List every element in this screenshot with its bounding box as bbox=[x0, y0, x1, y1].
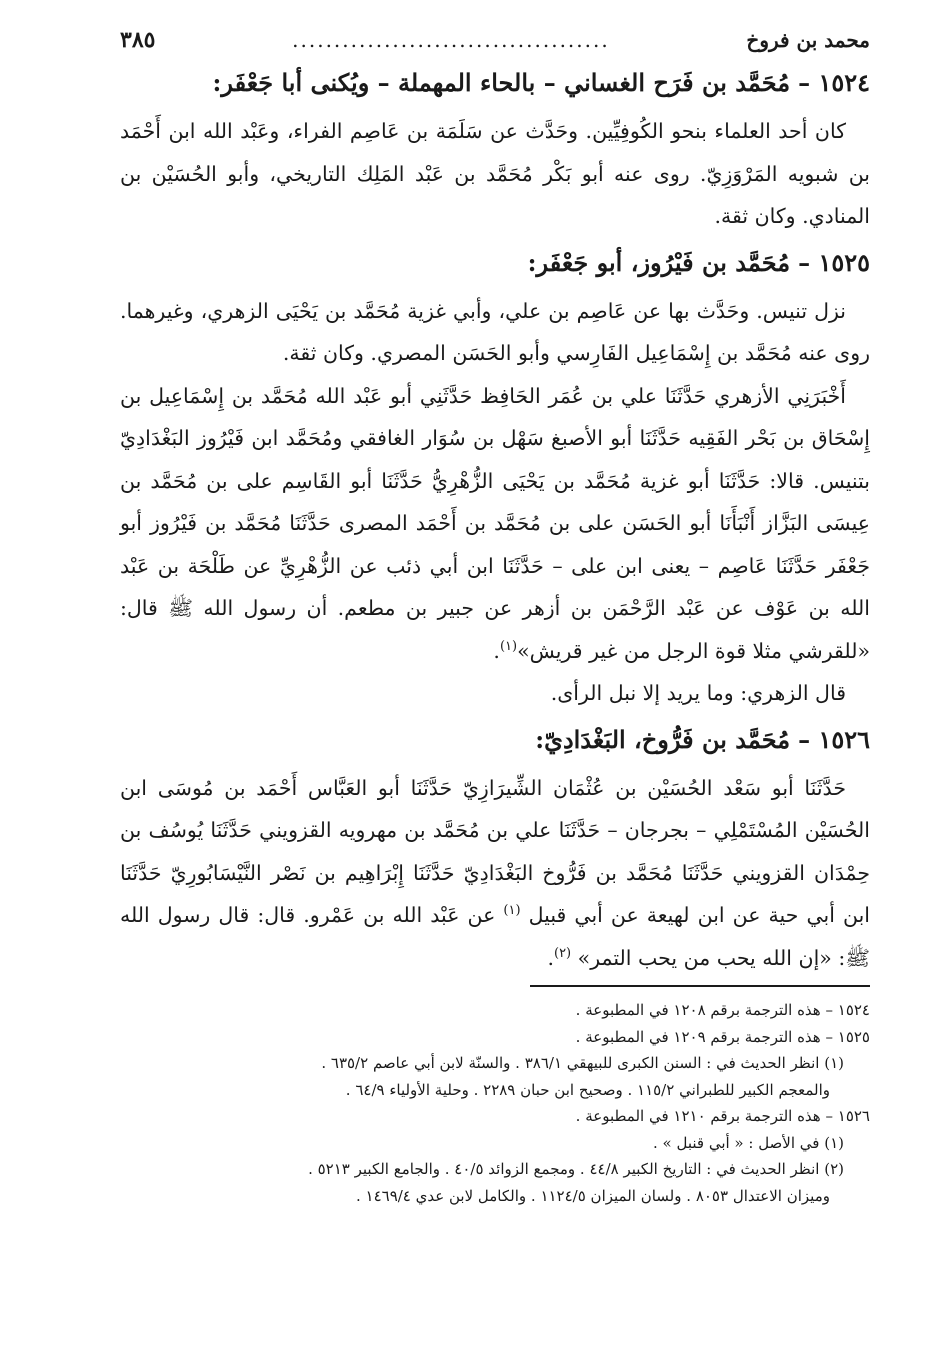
entry-paragraph: قال الزهري: وما يريد إلا نبل الرأى. bbox=[550, 681, 846, 705]
book-page bbox=[120, 22, 870, 1209]
running-header bbox=[120, 22, 870, 58]
footnote-line: ١٥٢٦ – هذه الترجمة برقم ١٢١٠ في المطبوعة . bbox=[575, 1107, 870, 1125]
entry-heading-1525 bbox=[120, 240, 870, 286]
footnote-divider bbox=[530, 985, 870, 987]
entry-heading-1526 bbox=[120, 717, 870, 763]
isnad-text: أَخْبَرَنِي الأزهري حَدَّثَنَا علي بن عُمَر الحَافِظ حَدَّثَنِي أبو عَبْد الله مُحَمَّد بن إِسْمَاعِيل بن إِسْحَاق بن بَحْر الفَقِيه حَدَّثَنَا أبو الأصبغ سَهْل بن سُوَار الغافقي ومُحَمَّد ابن فَيْرُوز البَغْدَادِيّ بتنيس. قالا: حَدَّثَنَا أبو غزية مُحَمَّد بن يَحْيَى الزُّهْرِيُّ حَدَّثَنَا أبو القَاسِم على بن مُحَمَّد بن عِيسَى البَزَّاز أَنْبَأَنَا أبو الحَسَن على بن مُحَمَّد بن أَحْمَد المصرى حَدَّثَنَا مُحَمَّد بن فَيْرُوز أبو جَعْفَر حَدَّثَنَا عَاصِم – يعنى ابن على – حَدَّثَنَا ابن أبي ذئب عن الزُّهْرِيِّ عن طَلْحَة بن عَبْد الله بن عَوْف عن عَبْد الرَّحْمَن بن أزهر عن جبير بن مطعم. أن رسول الله ﷺ قال: «للقرشي مثلا قوة الرجل من غير قريش» bbox=[120, 383, 870, 663]
entry-title: مُحَمَّد بن فَرُّوخ، البَغْدَادِيّ: bbox=[535, 724, 791, 754]
running-title: محمد بن فروخ bbox=[746, 28, 870, 52]
footnote-line: ١٥٢٤ – هذه الترجمة برقم ١٢٠٨ في المطبوعة . bbox=[575, 1001, 870, 1019]
footnote-line: (١) انظر الحديث في : السنن الكبرى للبيهقي ٣٨٦/١ . والسنّة لابن أبي عاصم ٦٣٥/٢ . bbox=[321, 1054, 844, 1072]
entry-title: مُحَمَّد بن فَرَح الغساني – بالحاء المهملة – ويُكنى أبا جَعْفَر: bbox=[212, 68, 791, 97]
footnote-reference: (١) bbox=[499, 638, 518, 654]
footnote-line: ١٥٢٥ – هذه الترجمة برقم ١٢٠٩ في المطبوعة . bbox=[575, 1027, 870, 1046]
entry-paragraph: نزل تنيس. وحَدَّث بها عن عَاصِم بن علي، وأبي غزية مُحَمَّد بن يَحْيَى الزهري، وغيرهما. روى عنه مُحَمَّد بن إِسْمَاعِيل الفَارِسي وأبو الحَسَن المصري. وكان ثقة. bbox=[120, 298, 870, 365]
entry-paragraph: كان أحد العلماء بنحو الكُوفِيِّين. وحَدَّث عن سَلَمَة بن عَاصِم الفراء، وعَبْد الله ابن أَحْمَد بن شبويه المَرْوَزِيّ. روى عنه أبو بَكْر مُحَمَّد بن عَبْد المَلِك التاريخي، وأبو الحُسَيْن بن المنادي. وكان ثقة. bbox=[120, 119, 870, 228]
footnotes bbox=[120, 997, 870, 1209]
entry-title: مُحَمَّد بن فَيْرُوز، أبو جَعْفَر: bbox=[527, 247, 791, 277]
footnote-line: (٢) انظر الحديث في : التاريخ الكبير ٤٤/٨ . ومجمع الزوائد ٤٠/٥ . والجامع الكبير ٥٢١٣ . bbox=[308, 1160, 844, 1178]
entry-number: ١٥٢٤ – bbox=[798, 68, 870, 97]
footnote-line: وميزان الاعتدال ٨٠٥٣ . ولسان الميزان ١١٢٤/٥ . والكامل لابن عدي ١٤٦٩/٤ . bbox=[355, 1186, 830, 1205]
entry-heading-1524 bbox=[120, 60, 870, 106]
entry-paragraph-isnad: حَدَّثَنَا أبو سَعْد الحُسَيْن بن عُثْمَان الشِّيرَازِيّ حَدَّثَنَا أبو العَبَّاس أَحْمَد بن مُوسَى ابن الحُسَيْن المُسْتَمْلِي – بجرجان – حَدَّثَنَا علي بن مُحَمَّد بن مهرويه القزويني حَدَّثَنَا يُوسُف بن حِمْدَان القزويني حَدَّثَنَا مُحَمَّد بن فَرُّوخ البَغْدَادِيّ حَدَّثَنَا إِبْرَاهِيم بن نَصْر النَّيْسَابُورِيّ حَدَّثَنَا ابن أبي حية عن ابن لهيعة عن أبي قبيل $^{(١)}$ عن عَبْد الله بن عَمْرو. قال: قال رسول الله ﷺ: «إن الله يحب من يحب التمر» $^{(٢)}$. bbox=[120, 775, 870, 970]
footnote-line: والمعجم الكبير للطبراني ١١٥/٢ . وصحيح ابن حبان ٢٢٨٩ . وحلية الأولياء ٦٤/٩ . bbox=[345, 1080, 830, 1099]
entry-paragraph-isnad: أَخْبَرَنِي الأزهري حَدَّثَنَا علي بن عُمَر الحَافِظ حَدَّثَنِي أبو عَبْد الله مُحَمَّد بن إِسْمَاعِيل بن إِسْحَاق بن بَحْر الفَقِيه حَدَّثَنَا أبو الأصبغ سَهْل بن سُوَار الغافقي ومُحَمَّد ابن فَيْرُوز البَغْدَادِيّ بتنيس. قالا: حَدَّثَنَا أبو غزية مُحَمَّد بن يَحْيَى الزُّهْرِيُّ حَدَّثَنَا أبو القَاسِم على بن مُحَمَّد بن عِيسَى البَزَّاز أَنْبَأَنَا أبو الحَسَن على بن مُحَمَّد بن أَحْمَد المصرى حَدَّثَنَا مُحَمَّد بن فَيْرُوز أبو جَعْفَر حَدَّثَنَا عَاصِم – يعنى ابن على – حَدَّثَنَا ابن أبي ذئب عن الزُّهْرِيِّ عن طَلْحَة بن عَبْد الله بن عَوْف عن عَبْد الرَّحْمَن بن أزهر عن جبير بن مطعم. أن رسول الله ﷺ قال: «للقرشي مثلا قوة الرجل من غير قريش»$^{(١)}$. bbox=[120, 383, 870, 663]
footnote-line: (١) في الأصل : « أبي قنبل » . bbox=[652, 1133, 844, 1152]
footnote-reference: (٢) bbox=[553, 945, 572, 961]
header-leader-dots: ...................................... bbox=[292, 28, 610, 52]
entry-number: ١٥٢٦ – bbox=[798, 724, 870, 754]
hadith-text: عن عَبْد الله بن عَمْرو. قال: قال رسول الله ﷺ: «إن الله يحب من يحب التمر» bbox=[120, 903, 870, 970]
footnote-reference: (١) bbox=[503, 903, 521, 919]
entry-number: ١٥٢٥ – bbox=[798, 247, 870, 277]
isnad-text: حَدَّثَنَا أبو سَعْد الحُسَيْن بن عُثْمَان الشِّيرَازِيّ حَدَّثَنَا أبو العَبَّاس أَحْمَد بن مُوسَى ابن الحُسَيْن المُسْتَمْلِي – بجرجان – حَدَّثَنَا علي بن مُحَمَّد بن مهرويه القزويني حَدَّثَنَا يُوسُف بن حِمْدَان القزويني حَدَّثَنَا مُحَمَّد بن فَرُّوخ البَغْدَادِيّ حَدَّثَنَا إِبْرَاهِيم بن نَصْر النَّيْسَابُورِيّ حَدَّثَنَا ابن أبي حية عن ابن لهيعة عن أبي قبيل bbox=[120, 775, 870, 927]
page-number: ٣٨٥ bbox=[120, 27, 156, 53]
